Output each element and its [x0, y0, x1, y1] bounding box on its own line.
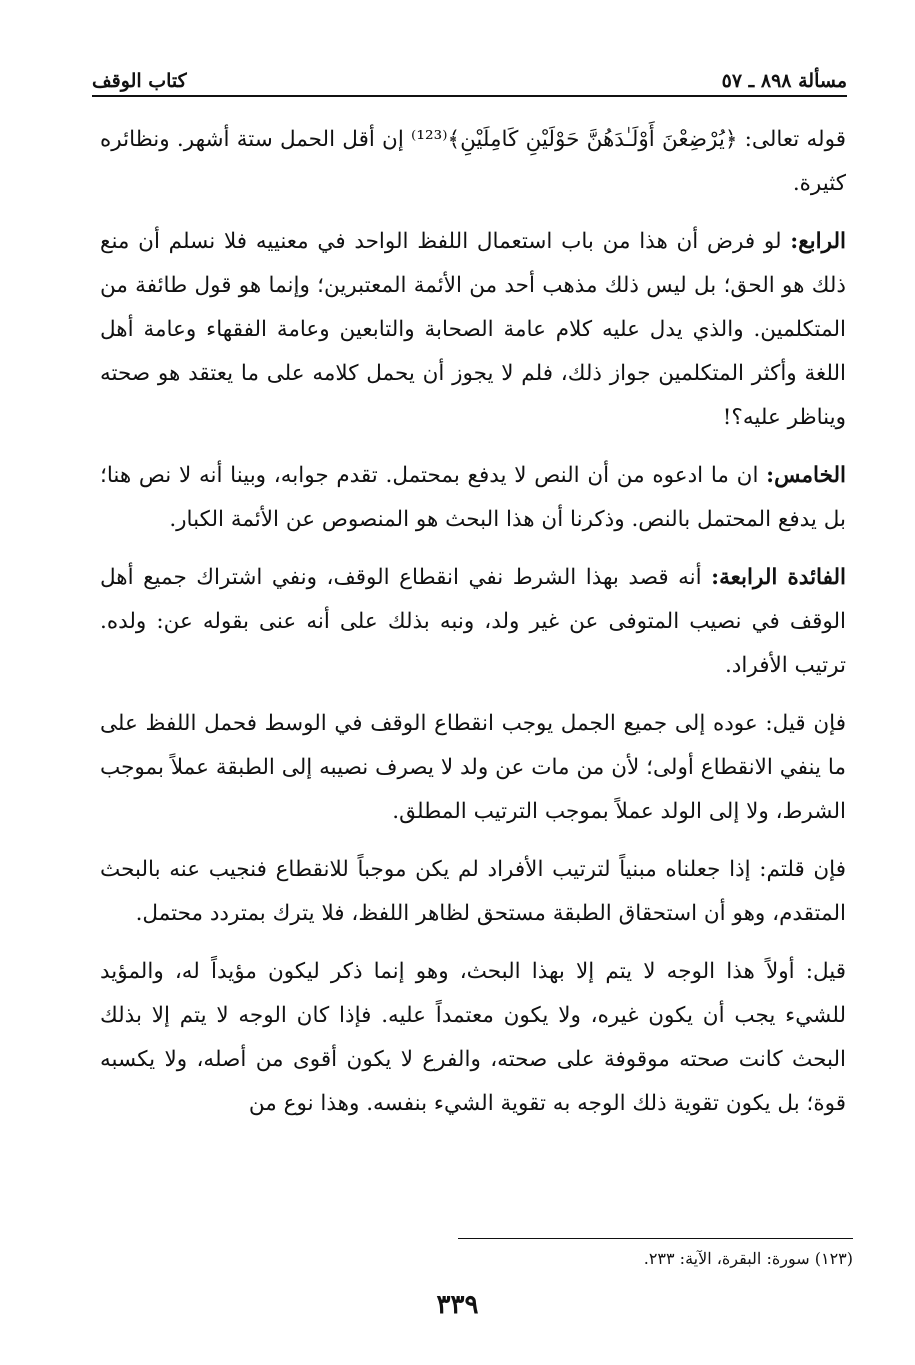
page-number: ٣٣٩	[436, 1290, 479, 1320]
paragraph-heading: الرابع:	[790, 229, 846, 254]
footnote: (١٢٣) سورة: البقرة، الآية: ٢٣٣.	[643, 1249, 853, 1268]
paragraph-heading: الفائدة الرابعة:	[711, 565, 847, 590]
paragraph-text: ان ما ادعوه من أن النص لا يدفع بمحتمل. تقدم جوابه، وبينا أنه لا نص هنا؛ بل يدفع المحتمل بالنص. وذكرنا أن هذا البحث هو المنصوص عن الأئمة الكبار.	[100, 463, 846, 532]
paragraph-text: لو فرض أن هذا من باب استعمال اللفظ الواحد في معنييه فلا نسلم أن منع ذلك هو الحق؛ بل ليس ذلك مذهب أحد من الأئمة المعتبرين؛ وإنما هو قول طائفة من المتكلمين. والذي يدل عليه كلام عامة الصحابة والتابعين وعامة الفقهاء وعامة أهل اللغة وأكثر المتكلمين جواز ذلك، فلم لا يجوز أن يحمل كلامه على ما يعتقد هو صحته ويناظر عليه؟!	[100, 229, 846, 430]
paragraph-text: فإن قلتم: إذا جعلناه مبنياً لترتيب الأفراد لم يكن موجباً للانقطاع فنجيب عنه بالبحث المتقدم، وهو أن استحقاق الطبقة مستحق لظاهر اللفظ، فلا يترك بمتردد محتمل.	[100, 857, 846, 926]
header-book-title: كتاب الوقف	[92, 70, 187, 92]
paragraph-text: أنه قصد بهذا الشرط نفي انقطاع الوقف، ونفي اشتراك جميع أهل الوقف في نصيب المتوفى عن غير ولد، ونبه بذلك على أنه عنى بقوله عن: ولده. ترتيب الأفراد.	[100, 565, 846, 678]
paragraph-fourth-benefit	[100, 556, 846, 688]
paragraph-fifth	[100, 454, 846, 542]
paragraph-if-you-said	[100, 848, 846, 936]
paragraph-text: فإن قيل: عوده إلى جميع الجمل يوجب انقطاع الوقف في الوسط فحمل اللفظ على ما ينفي الانقطاع أولى؛ لأن من مات عن ولد لا يصرف نصيبه إلى الطبقة عملاً بموجب الشرط، ولا إلى الولد عملاً بموجب الترتيب المطلق.	[100, 711, 846, 824]
paragraph-reply	[100, 950, 846, 1126]
header-chapter-reference: مسألة ٨٩٨ ـ ٥٧	[721, 70, 847, 92]
paragraph-fourth	[100, 220, 846, 440]
running-header	[92, 58, 847, 92]
paragraph-text: قيل: أولاً هذا الوجه لا يتم إلا بهذا البحث، وهو إنما ذكر ليكون مؤيداً له، والمؤيد للشيء يجب أن يكون غيره، ولا يكون معتمداً عليه. فإذا كان الوجه لا يتم إلا بذلك البحث كانت صحته موقوفة على صحته، والفرع لا يكون أقوى من أصله، ولا يكسبه قوة؛ بل يكون تقوية ذلك الوجه به تقوية الشيء بنفسه. وهذا نوع من	[100, 959, 846, 1116]
footnote-divider	[458, 1238, 853, 1239]
paragraph-quran-citation	[100, 118, 846, 206]
header-divider	[92, 95, 847, 97]
paragraph-text: قوله تعالى: ﴿يُرْضِعْنَ أَوْلَـٰدَهُنَّ حَوْلَيْنِ كَامِلَيْنِ﴾⁽¹²³⁾ إن أقل الحمل ستة أشهر. ونظائره كثيرة.	[100, 127, 846, 196]
paragraph-heading: الخامس:	[766, 463, 846, 488]
main-text	[100, 118, 846, 1140]
paragraph-objection	[100, 702, 846, 834]
